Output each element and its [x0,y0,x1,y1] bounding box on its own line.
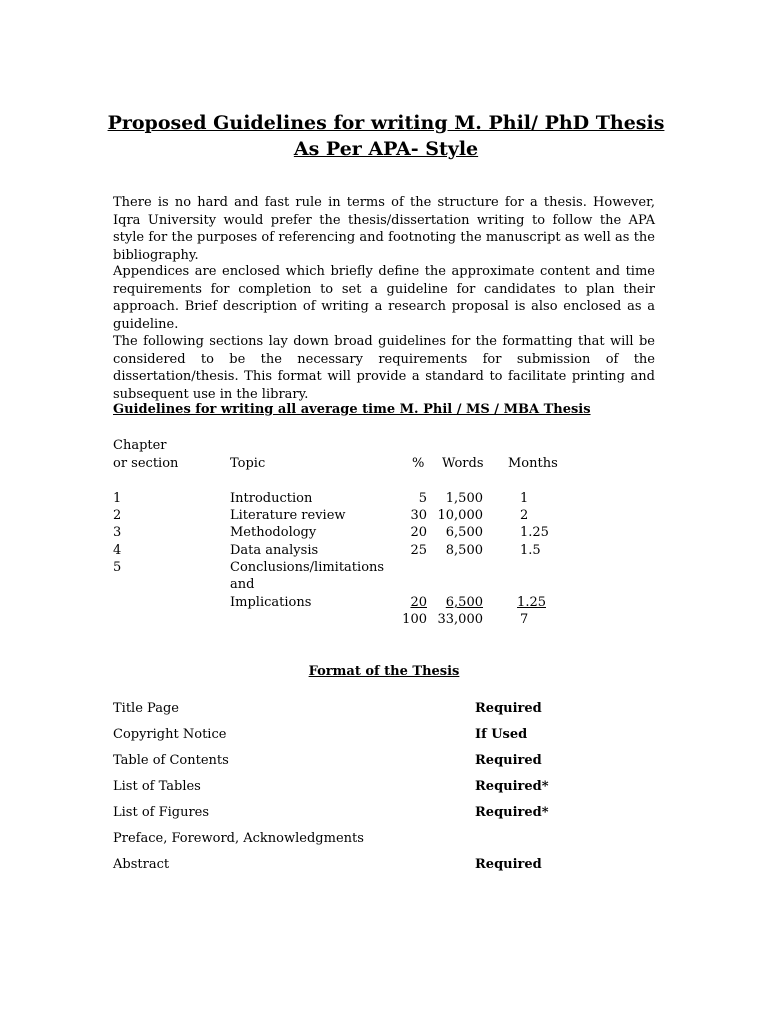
header-section: or section [113,456,179,471]
row-words: 6,500 [445,595,483,610]
total-words: 33,000 [437,612,483,627]
row-percent: 20 [410,525,427,540]
row-months: 1.5 [520,543,541,558]
row-topic-continued: and [230,577,255,592]
format-item-status: Required [475,701,542,716]
row-months: 1 [520,491,529,506]
row-topic: Methodology [230,525,317,540]
row-chapter: 3 [113,525,122,540]
row-topic: Conclusions/limitations [230,560,385,575]
format-item-label: Abstract [113,857,170,872]
total-percent: 100 [402,612,427,627]
header-percent: % [412,456,425,471]
row-words: 10,000 [437,508,483,523]
guidelines-heading: Guidelines for writing all average time M. Phil / MS / MBA Thesis [113,402,591,417]
header-chapter: Chapter [113,438,167,453]
row-percent: 30 [410,508,427,523]
row-months: 2 [520,508,529,523]
row-chapter: 4 [113,543,122,558]
format-item-label: Title Page [113,701,179,716]
format-heading: Format of the Thesis [308,664,460,679]
header-topic: Topic [230,456,266,471]
format-item-label: List of Tables [113,779,201,794]
row-topic: Data analysis [230,543,319,558]
appendices-paragraph: Appendices are enclosed which briefly define the approximate content and time requirements for completion to set a guideline for candidates to plan their approach. Brief description of writing a research proposal is also enclosed as a guideline. [113,264,655,332]
row-words: 1,500 [445,491,483,506]
document-title: Proposed Guidelines for writing M. Phil/ PhD Thesis As Per APA- Style [107,112,665,160]
row-months: 1.25 [520,525,549,540]
row-topic-continued: Implications [230,595,312,610]
row-chapter: 2 [113,508,122,523]
format-item-label: Preface, Foreword, Acknowledgments [113,831,364,846]
format-item-label: Copyright Notice [113,727,227,742]
total-months: 7 [520,612,529,627]
format-item-status: Required* [475,805,549,820]
row-percent: 25 [410,543,427,558]
format-item-status: Required* [475,779,549,794]
format-paragraph: The following sections lay down broad guidelines for the formatting that will be considered to be the necessary requirements for submission of the dissertation/thesis. This format will provide a standard to facilitate printing and subsequent use in the library. [113,334,655,402]
header-words: Words [442,456,484,471]
format-item-label: List of Figures [113,805,210,820]
row-words: 6,500 [445,525,483,540]
format-item-status: Required [475,857,542,872]
header-months: Months [508,456,558,471]
row-topic: Literature review [230,508,346,523]
row-chapter: 5 [113,560,122,575]
row-topic: Introduction [230,491,313,506]
format-item-status: Required [475,753,542,768]
intro-paragraph: There is no hard and fast rule in terms of the structure for a thesis. However, Iqra University would prefer the thesis/dissertation writing to follow the APA style for the purposes of referencing and footnoting the manuscript as well as the bibliography. [113,195,655,263]
format-item-status: If Used [475,727,528,742]
row-percent: 5 [418,491,427,506]
row-months: 1.25 [517,595,546,610]
format-item-label: Table of Contents [113,753,229,768]
row-chapter: 1 [113,491,122,506]
row-words: 8,500 [445,543,483,558]
row-percent: 20 [410,595,427,610]
